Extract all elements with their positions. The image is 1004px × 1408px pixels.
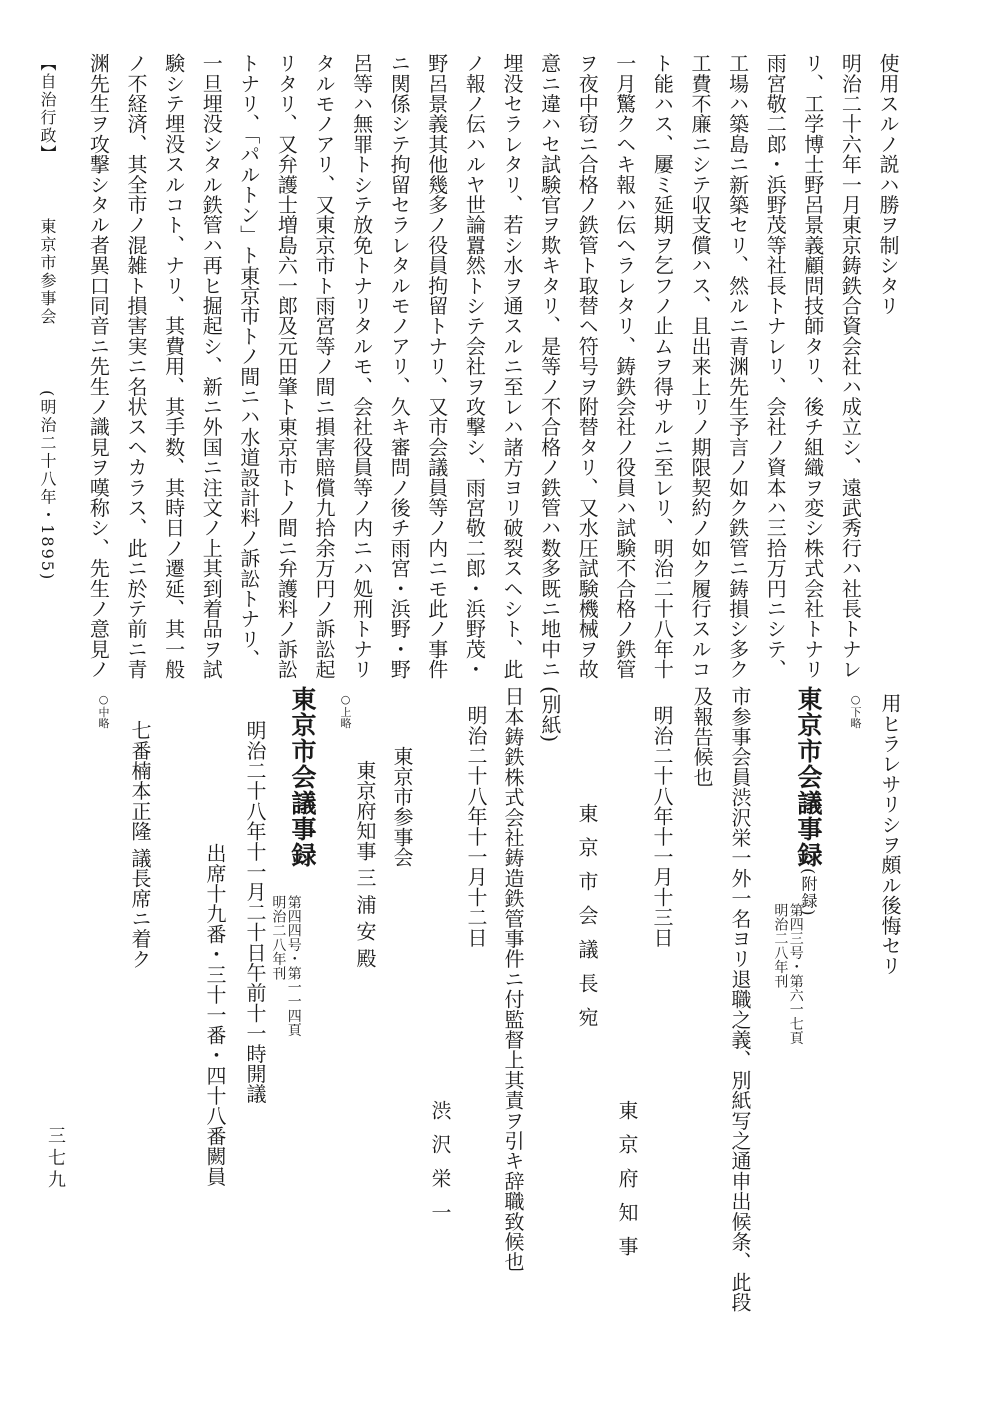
continuation-line: 用ヒラレサリシヲ頗ル後悔セリ [878, 693, 902, 976]
resignation-date: 明治二十八年十一月十二日 [464, 705, 488, 948]
report-date: 明治二十八年十一月十三日 [650, 705, 674, 948]
report-line: 市参事会員渋沢栄一外一名ヨリ退職之義、別紙写之通申出候条、此段 [728, 686, 752, 1313]
body-line: 使用スルノ説ハ勝ヲ制シタリ [876, 53, 900, 316]
report-signer: 東京府知事 [615, 1100, 639, 1270]
omission-note: ○下略 [849, 693, 862, 729]
session-date: 明治二十八年十一月二十日午前十一時開議 [243, 720, 267, 1104]
body-line: 一旦埋没シタル鉄管ハ再ヒ掘起シ、新ニ外国ニ注文ノ上其到着品ヲ試 [199, 53, 224, 680]
source-reference-2-issue: 第四四号・第一一四頁 [285, 895, 302, 1037]
chair-statement: 七番楠本正隆 議長席ニ着ク [128, 720, 152, 969]
source-reference-issue: 第四三号・第六一七頁 [787, 903, 804, 1045]
body-line: リタリ、又弁護士増島六一郎及元田肇ト東京市トノ間ニ弁護料ノ訴訟 [274, 53, 299, 680]
body-line: 野呂景義其他幾多ノ役員拘留トナリ、又市会議員等ノ内ニモ此ノ事件 [424, 53, 449, 680]
body-line: ニ関係シテ拘留セラレタルモノアリ、久キ審問ノ後チ雨宮・浜野・野 [387, 53, 412, 680]
body-line: 工場ハ築島ニ新築セリ、然ルニ青渊先生予言ノ如ク鉄管ニ鋳損シ多ク [725, 53, 750, 680]
body-line: 雨宮敬二郎・浜野茂等社長トナレリ、会社ノ資本ハ三拾万円ニシテ、 [763, 53, 788, 680]
section-title-sub: (附録) [799, 868, 818, 917]
attendance-note: 出席十九番・三十一番・四十八番闕員 [203, 843, 227, 1187]
section-title-text: 東京市会議事録 [794, 686, 823, 868]
footer-category: 【自治行政】 [38, 55, 57, 163]
page-number: 三七九 [45, 1126, 66, 1192]
body-line: 明治二十六年一月東京鋳鉄合資会社ハ成立シ、遠武秀行ハ社長トナレ [838, 53, 863, 680]
section-title [796, 686, 821, 916]
source-reference-2-year: 明治二八年刊 [270, 895, 287, 981]
addressee-governor: 東京府知事 三 浦 安 殿 [353, 760, 377, 969]
footer-year: (明治二十八年・1895) [38, 390, 57, 582]
body-line: 渊先生ヲ攻撃シタル者異口同音ニ先生ノ識見ヲ嘆称シ、先生ノ意見ノ [86, 53, 111, 680]
source-reference-2 [270, 895, 301, 1037]
source-reference [772, 903, 803, 1045]
report-addressee: 東京市会議長宛 [575, 803, 599, 1041]
report-line: 及報告候也 [690, 686, 714, 787]
resignation-signer: 渋沢栄一 [428, 1100, 452, 1236]
body-line: リ、工学博士野呂景義顧問技師タリ、後チ組織ヲ変シ株式会社トナリ [800, 53, 825, 680]
addressee-council: 東京市参事会 [390, 746, 414, 868]
body-line: ト能ハス、屢ミ延期ヲ乞フノ止ムヲ得サルニ至レリ、明治二十八年十 [650, 53, 675, 680]
body-line: トナリ、「パルトン」ト東京市トノ間ニハ水道設計料ノ訴訟トナリ、 [236, 53, 261, 670]
body-line: ノ不経済、其全市ノ混雑ト損害実ニ名状スヘカラス、此ニ於テ前ニ青 [124, 53, 148, 680]
body-line: 験シテ埋没スルコト、ナリ、其費用、其手数、其時日ノ遷延、其一般 [161, 53, 186, 680]
section-title-2: 東京市会議事録 [288, 686, 317, 868]
body-line: 工費不廉ニシテ収支償ハス、且出来上リノ期限契約ノ如ク履行スルコ [688, 53, 712, 680]
body-line: 埋没セラレタリ、若シ水ヲ通スルニ至レハ諸方ヨリ破裂スヘシト、此 [500, 53, 524, 680]
body-line: 一月驚クヘキ報ハ伝ヘラレタリ、鋳鉄会社ノ役員ハ試験不合格ノ鉄管 [612, 53, 637, 680]
body-line: タルモノアリ、又東京市ト雨宮等ノ間ニ損害賠償九拾余万円ノ訴訟起 [312, 53, 336, 680]
body-line: 意ニ違ハセ試験官ヲ欺キタリ、是等ノ不合格ノ鉄管ハ数多既ニ地中ニ [537, 53, 562, 680]
footer-organization: 東京市参事会 [38, 218, 57, 326]
source-reference-year: 明治二八年刊 [772, 903, 789, 989]
attachment-label: (別紙) [538, 686, 562, 743]
body-line: ノ報ノ伝ハルヤ世論囂然トシテ会社ヲ攻撃シ、雨宮敬二郎・浜野茂・ [462, 53, 487, 680]
omission-note: ○中略 [97, 693, 110, 729]
resignation-text: 日本鋳鉄株式会社鋳造鉄管事件ニ付監督上其責ヲ引キ辞職致候也 [501, 686, 525, 1272]
body-line: 呂等ハ無罪トシテ放免トナリタルモ、会社役員等ノ内ニハ処刑トナリ [349, 53, 374, 680]
body-line: ヲ夜中窃ニ合格ノ鉄管ト取替ヘ符号ヲ附替タリ、又水圧試験機械ヲ故 [575, 53, 600, 680]
omission-note: ○上略 [339, 693, 352, 729]
